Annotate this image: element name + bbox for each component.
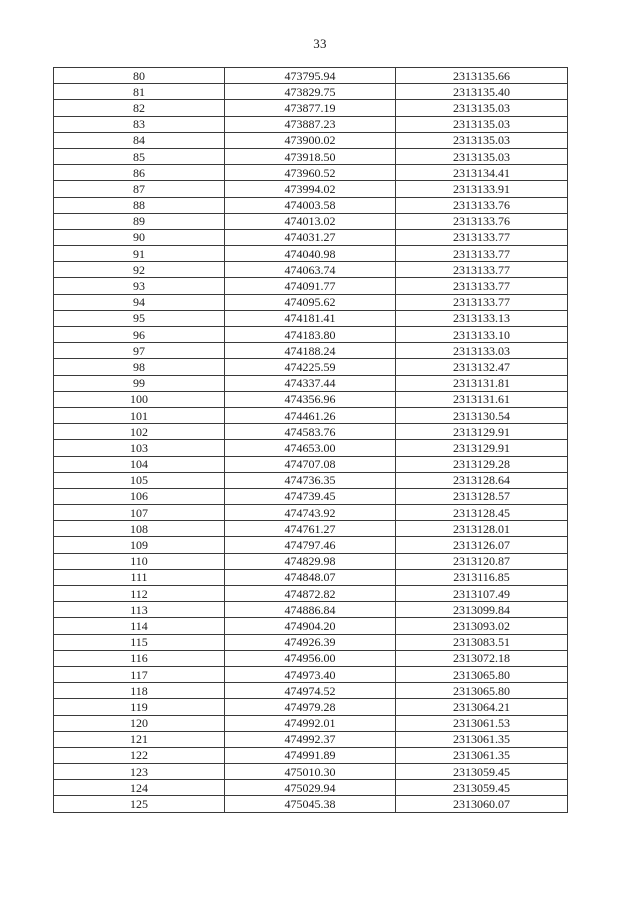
point-number-cell: 103 — [54, 440, 225, 456]
table-row — [54, 327, 568, 343]
point-number-cell: 105 — [54, 472, 225, 488]
point-number-cell: 109 — [54, 537, 225, 553]
coordinates-table-body — [54, 68, 568, 813]
y-coordinate-cell: 2313120.87 — [396, 553, 568, 569]
point-number-cell: 102 — [54, 424, 225, 440]
y-coordinate-cell: 2313133.76 — [396, 213, 568, 229]
x-coordinate-cell: 474973.40 — [225, 666, 396, 682]
y-coordinate-cell: 2313061.35 — [396, 747, 568, 763]
table-row — [54, 634, 568, 650]
point-number-cell: 97 — [54, 343, 225, 359]
y-coordinate-cell: 2313129.91 — [396, 424, 568, 440]
point-number-cell: 101 — [54, 407, 225, 423]
x-coordinate-cell: 473829.75 — [225, 84, 396, 100]
point-number-cell: 81 — [54, 84, 225, 100]
y-coordinate-cell: 2313135.66 — [396, 68, 568, 84]
y-coordinate-cell: 2313133.91 — [396, 181, 568, 197]
point-number-cell: 122 — [54, 747, 225, 763]
table-row — [54, 246, 568, 262]
x-coordinate-cell: 474337.44 — [225, 375, 396, 391]
point-number-cell: 118 — [54, 683, 225, 699]
x-coordinate-cell: 474003.58 — [225, 197, 396, 213]
point-number-cell: 89 — [54, 213, 225, 229]
point-number-cell: 112 — [54, 586, 225, 602]
point-number-cell: 106 — [54, 488, 225, 504]
point-number-cell: 88 — [54, 197, 225, 213]
y-coordinate-cell: 2313133.77 — [396, 294, 568, 310]
table-row — [54, 650, 568, 666]
y-coordinate-cell: 2313134.41 — [396, 165, 568, 181]
y-coordinate-cell: 2313107.49 — [396, 586, 568, 602]
x-coordinate-cell: 474583.76 — [225, 424, 396, 440]
table-row — [54, 197, 568, 213]
point-number-cell: 113 — [54, 602, 225, 618]
point-number-cell: 125 — [54, 796, 225, 812]
y-coordinate-cell: 2313135.03 — [396, 116, 568, 132]
y-coordinate-cell: 2313093.02 — [396, 618, 568, 634]
y-coordinate-cell: 2313099.84 — [396, 602, 568, 618]
x-coordinate-cell: 475029.94 — [225, 780, 396, 796]
point-number-cell: 107 — [54, 505, 225, 521]
y-coordinate-cell: 2313135.03 — [396, 132, 568, 148]
point-number-cell: 84 — [54, 132, 225, 148]
table-row — [54, 747, 568, 763]
table-row — [54, 165, 568, 181]
y-coordinate-cell: 2313061.35 — [396, 731, 568, 747]
table-row — [54, 456, 568, 472]
table-row — [54, 407, 568, 423]
point-number-cell: 87 — [54, 181, 225, 197]
x-coordinate-cell: 474992.37 — [225, 731, 396, 747]
table-row — [54, 391, 568, 407]
point-number-cell: 124 — [54, 780, 225, 796]
point-number-cell: 90 — [54, 229, 225, 245]
table-row — [54, 796, 568, 812]
x-coordinate-cell: 473960.52 — [225, 165, 396, 181]
y-coordinate-cell: 2313072.18 — [396, 650, 568, 666]
table-row — [54, 537, 568, 553]
table-row — [54, 181, 568, 197]
x-coordinate-cell: 474872.82 — [225, 586, 396, 602]
y-coordinate-cell: 2313060.07 — [396, 796, 568, 812]
point-number-cell: 93 — [54, 278, 225, 294]
x-coordinate-cell: 474461.26 — [225, 407, 396, 423]
table-row — [54, 488, 568, 504]
y-coordinate-cell: 2313131.81 — [396, 375, 568, 391]
point-number-cell: 114 — [54, 618, 225, 634]
point-number-cell: 91 — [54, 246, 225, 262]
x-coordinate-cell: 475010.30 — [225, 764, 396, 780]
y-coordinate-cell: 2313128.57 — [396, 488, 568, 504]
table-row — [54, 343, 568, 359]
point-number-cell: 92 — [54, 262, 225, 278]
y-coordinate-cell: 2313083.51 — [396, 634, 568, 650]
point-number-cell: 108 — [54, 521, 225, 537]
table-row — [54, 683, 568, 699]
table-row — [54, 262, 568, 278]
x-coordinate-cell: 474904.20 — [225, 618, 396, 634]
y-coordinate-cell: 2313133.13 — [396, 310, 568, 326]
point-number-cell: 94 — [54, 294, 225, 310]
x-coordinate-cell: 474848.07 — [225, 569, 396, 585]
y-coordinate-cell: 2313126.07 — [396, 537, 568, 553]
y-coordinate-cell: 2313132.47 — [396, 359, 568, 375]
x-coordinate-cell: 474926.39 — [225, 634, 396, 650]
x-coordinate-cell: 474188.24 — [225, 343, 396, 359]
y-coordinate-cell: 2313133.10 — [396, 327, 568, 343]
y-coordinate-cell: 2313135.03 — [396, 148, 568, 164]
y-coordinate-cell: 2313133.77 — [396, 262, 568, 278]
y-coordinate-cell: 2313128.45 — [396, 505, 568, 521]
table-row — [54, 666, 568, 682]
table-row — [54, 116, 568, 132]
table-row — [54, 602, 568, 618]
y-coordinate-cell: 2313133.77 — [396, 278, 568, 294]
x-coordinate-cell: 473900.02 — [225, 132, 396, 148]
table-row — [54, 359, 568, 375]
x-coordinate-cell: 474181.41 — [225, 310, 396, 326]
y-coordinate-cell: 2313059.45 — [396, 780, 568, 796]
y-coordinate-cell: 2313116.85 — [396, 569, 568, 585]
point-number-cell: 111 — [54, 569, 225, 585]
y-coordinate-cell: 2313065.80 — [396, 683, 568, 699]
point-number-cell: 99 — [54, 375, 225, 391]
table-row — [54, 375, 568, 391]
table-row — [54, 440, 568, 456]
point-number-cell: 110 — [54, 553, 225, 569]
y-coordinate-cell: 2313128.64 — [396, 472, 568, 488]
table-row — [54, 764, 568, 780]
table-row — [54, 618, 568, 634]
point-number-cell: 104 — [54, 456, 225, 472]
y-coordinate-cell: 2313133.03 — [396, 343, 568, 359]
table-row — [54, 213, 568, 229]
point-number-cell: 119 — [54, 699, 225, 715]
y-coordinate-cell: 2313130.54 — [396, 407, 568, 423]
table-row — [54, 553, 568, 569]
point-number-cell: 100 — [54, 391, 225, 407]
x-coordinate-cell: 474225.59 — [225, 359, 396, 375]
table-row — [54, 278, 568, 294]
y-coordinate-cell: 2313133.76 — [396, 197, 568, 213]
y-coordinate-cell: 2313064.21 — [396, 699, 568, 715]
point-number-cell: 121 — [54, 731, 225, 747]
x-coordinate-cell: 473918.50 — [225, 148, 396, 164]
point-number-cell: 98 — [54, 359, 225, 375]
table-row — [54, 731, 568, 747]
x-coordinate-cell: 474063.74 — [225, 262, 396, 278]
point-number-cell: 82 — [54, 100, 225, 116]
point-number-cell: 115 — [54, 634, 225, 650]
point-number-cell: 83 — [54, 116, 225, 132]
x-coordinate-cell: 473795.94 — [225, 68, 396, 84]
x-coordinate-cell: 474739.45 — [225, 488, 396, 504]
y-coordinate-cell: 2313061.53 — [396, 715, 568, 731]
x-coordinate-cell: 474991.89 — [225, 747, 396, 763]
x-coordinate-cell: 474040.98 — [225, 246, 396, 262]
x-coordinate-cell: 474707.08 — [225, 456, 396, 472]
x-coordinate-cell: 474797.46 — [225, 537, 396, 553]
x-coordinate-cell: 474979.28 — [225, 699, 396, 715]
point-number-cell: 95 — [54, 310, 225, 326]
x-coordinate-cell: 474829.98 — [225, 553, 396, 569]
page-number: 33 — [313, 36, 327, 51]
table-row — [54, 84, 568, 100]
table-row — [54, 424, 568, 440]
point-number-cell: 86 — [54, 165, 225, 181]
y-coordinate-cell: 2313065.80 — [396, 666, 568, 682]
x-coordinate-cell: 474183.80 — [225, 327, 396, 343]
y-coordinate-cell: 2313059.45 — [396, 764, 568, 780]
table-row — [54, 586, 568, 602]
x-coordinate-cell: 474761.27 — [225, 521, 396, 537]
x-coordinate-cell: 474743.92 — [225, 505, 396, 521]
x-coordinate-cell: 474013.02 — [225, 213, 396, 229]
table-row — [54, 505, 568, 521]
table-row — [54, 148, 568, 164]
x-coordinate-cell: 474974.52 — [225, 683, 396, 699]
x-coordinate-cell: 475045.38 — [225, 796, 396, 812]
point-number-cell: 117 — [54, 666, 225, 682]
table-row — [54, 780, 568, 796]
y-coordinate-cell: 2313135.03 — [396, 100, 568, 116]
table-row — [54, 569, 568, 585]
y-coordinate-cell: 2313135.40 — [396, 84, 568, 100]
point-number-cell: 85 — [54, 148, 225, 164]
point-number-cell: 120 — [54, 715, 225, 731]
y-coordinate-cell: 2313133.77 — [396, 246, 568, 262]
x-coordinate-cell: 473994.02 — [225, 181, 396, 197]
y-coordinate-cell: 2313129.91 — [396, 440, 568, 456]
coordinates-table — [53, 67, 568, 813]
y-coordinate-cell: 2313129.28 — [396, 456, 568, 472]
x-coordinate-cell: 474736.35 — [225, 472, 396, 488]
x-coordinate-cell: 474653.00 — [225, 440, 396, 456]
y-coordinate-cell: 2313131.61 — [396, 391, 568, 407]
x-coordinate-cell: 474031.27 — [225, 229, 396, 245]
y-coordinate-cell: 2313133.77 — [396, 229, 568, 245]
point-number-cell: 80 — [54, 68, 225, 84]
point-number-cell: 116 — [54, 650, 225, 666]
table-row — [54, 229, 568, 245]
x-coordinate-cell: 473887.23 — [225, 116, 396, 132]
table-row — [54, 100, 568, 116]
table-row — [54, 715, 568, 731]
table-row — [54, 68, 568, 84]
table-row — [54, 699, 568, 715]
x-coordinate-cell: 473877.19 — [225, 100, 396, 116]
x-coordinate-cell: 474992.01 — [225, 715, 396, 731]
table-row — [54, 472, 568, 488]
x-coordinate-cell: 474091.77 — [225, 278, 396, 294]
table-row — [54, 521, 568, 537]
y-coordinate-cell: 2313128.01 — [396, 521, 568, 537]
point-number-cell: 96 — [54, 327, 225, 343]
x-coordinate-cell: 474356.96 — [225, 391, 396, 407]
table-row — [54, 310, 568, 326]
x-coordinate-cell: 474886.84 — [225, 602, 396, 618]
x-coordinate-cell: 474956.00 — [225, 650, 396, 666]
point-number-cell: 123 — [54, 764, 225, 780]
table-row — [54, 294, 568, 310]
x-coordinate-cell: 474095.62 — [225, 294, 396, 310]
table-row — [54, 132, 568, 148]
